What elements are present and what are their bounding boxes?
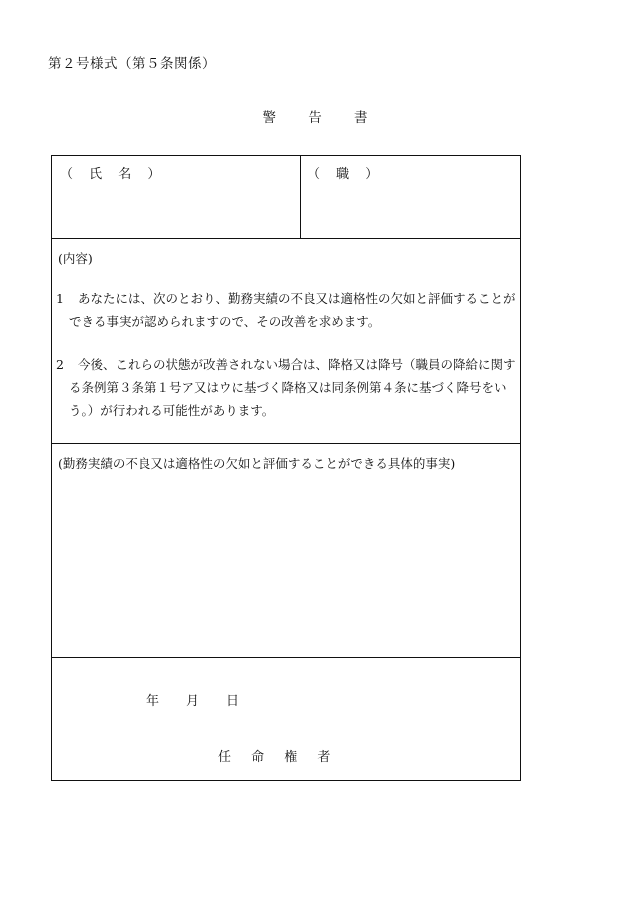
item-2-line-2: る条例第３条第１号ア又はウに基づく降格又は同条例第４条に基づく降号をい bbox=[69, 380, 507, 395]
post-cell bbox=[301, 156, 520, 238]
date-month-label: 月 bbox=[186, 694, 200, 709]
signature-section bbox=[52, 658, 520, 780]
date-line bbox=[146, 690, 239, 709]
item-1-line-2: できる事実が認められますので、その改善を求めます。 bbox=[69, 314, 381, 329]
content-item-1 bbox=[56, 287, 516, 333]
facts-section bbox=[52, 444, 520, 658]
content-heading: (内容) bbox=[58, 251, 93, 266]
warning-form-table bbox=[51, 155, 521, 781]
item-1-line-1: あなたには、次のとおり、勤務実績の不良又は適格性の欠如と評価することが bbox=[78, 291, 516, 306]
item-2-line-3: う。）が行われる可能性があります。 bbox=[69, 403, 275, 418]
name-cell bbox=[52, 156, 301, 238]
item-2-line-1: 今後、これらの状態が改善されない場合は、降格又は降号（職員の降給に関す bbox=[78, 357, 516, 372]
post-label: （ 職 ） bbox=[307, 167, 385, 182]
item-1-number: 1 bbox=[56, 291, 64, 306]
item-2-number: 2 bbox=[56, 357, 64, 372]
names-row bbox=[52, 156, 520, 239]
content-section bbox=[52, 239, 520, 444]
name-label: （ 氏 名 ） bbox=[60, 167, 167, 182]
form-number: 第２号様式（第５条関係） bbox=[48, 56, 216, 72]
content-item-2 bbox=[56, 353, 516, 422]
date-year-label: 年 bbox=[146, 694, 160, 709]
date-day-label: 日 bbox=[226, 694, 240, 709]
document-title: 警 告 書 bbox=[262, 110, 382, 126]
appointing-authority: 任 命 権 者 bbox=[218, 750, 339, 765]
facts-label: (勤務実績の不良又は適格性の欠如と評価することができる具体的事実) bbox=[58, 456, 456, 471]
